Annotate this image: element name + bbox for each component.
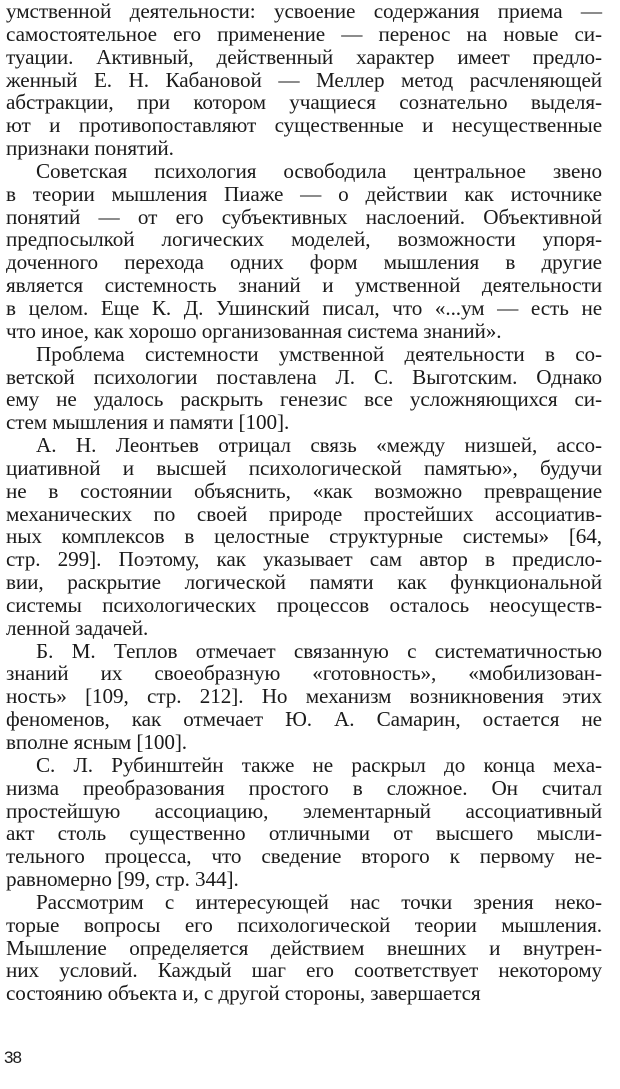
text-line: стр. 299]. Поэтому, как указывает сам автор в предисло-: [6, 547, 602, 572]
text-line: знаний их своеобразную «готовность», «мобилизован-: [6, 661, 602, 686]
text-line: низма преобразования простого в сложное. Он считал: [6, 775, 602, 800]
text-line: вии, раскрытие логической памяти как функциональной: [6, 570, 602, 595]
text-line: Советская психология освободила центральное звено: [36, 158, 602, 183]
text-line: равномерно [99, стр. 344].: [6, 867, 239, 892]
text-line: ных комплексов в целостные структурные системы» [64,: [6, 524, 602, 549]
text-line: самостоятельное его применение — перенос на новые си-: [6, 21, 602, 46]
text-line: системы психологических процессов осталось неосуществ-: [6, 592, 602, 617]
text-line: простейшую ассоциацию, элементарный ассоциативный: [6, 798, 602, 823]
text-line: в теории мышления Пиаже — о действии как источнике: [6, 181, 602, 206]
text-line: не в состоянии объяснить, «как возможно превращение: [6, 478, 602, 503]
text-line: акт столь существенно отличными от высшего мысли-: [6, 821, 602, 846]
text-line: тельного процесса, что сведение второго к первому не-: [6, 844, 602, 869]
text-line: ветской психологии поставлена Л. С. Выготским. Однако: [6, 364, 602, 389]
text-line: состоянию объекта и, с другой стороны, завершается: [6, 981, 481, 1006]
text-line: туации. Активный, действенный характер имеет предло-: [6, 44, 602, 69]
text-line: предпосылкой логических моделей, возможности упоря-: [6, 227, 602, 252]
text-line: механических по своей природе простейших ассоциатив-: [6, 501, 602, 526]
text-line: является системность знаний и умственной деятельности: [6, 273, 602, 298]
paragraph: [6, 0, 602, 160]
paragraph: [6, 640, 602, 754]
page-number: 38: [4, 1048, 21, 1067]
text-line: абстракции, при котором учащиеся сознательно выделя-: [6, 90, 602, 115]
text-line: в целом. Еще К. Д. Ушинский писал, что «...ум — есть не: [6, 295, 602, 320]
text-line: них условий. Каждый шаг его соответствует некоторому: [6, 958, 602, 983]
text-line: вполне ясным [100].: [6, 730, 187, 754]
text-line: ют и противопоставляют существенные и несущественные: [6, 113, 602, 138]
text-line: циативной и высшей психологической памятью», будучи: [6, 455, 602, 480]
text-line: что иное, как хорошо организованная система знаний».: [6, 318, 502, 343]
text-line: женный Е. Н. Кабановой — Меллер метод расчленяющей: [6, 67, 602, 92]
text-line: ленной задачей.: [6, 615, 149, 640]
paragraph: [6, 160, 602, 343]
text-line: ность» [109, стр. 212]. Но механизм возникновения этих: [6, 684, 602, 709]
text-line: ему не удалось раскрыть генезис все усложняющихся си-: [6, 387, 602, 412]
text-line: Б. М. Теплов отмечает связанную с систематичностью: [36, 638, 602, 663]
text-line: стем мышления и памяти [100].: [6, 410, 290, 435]
text-line: феноменов, как отмечает Ю. А. Самарин, остается не: [6, 707, 602, 732]
text-line: Рассмотрим с интересующей нас точки зрения неко-: [36, 889, 602, 914]
paragraph: [6, 891, 602, 1005]
text-line: умственной деятельности: усвоение содержания приема —: [6, 0, 602, 23]
text-line: Мышление определяется действием внешних и внутрен-: [6, 935, 602, 960]
page-text: [6, 0, 602, 1005]
text-line: Проблема системности умственной деятельности в со-: [36, 341, 602, 366]
text-line: С. Л. Рубинштейн также не раскрыл до конца меха-: [36, 752, 602, 777]
text-line: понятий — от его субъективных наслоений. Объективной: [6, 204, 602, 229]
paragraph: [6, 343, 602, 434]
text-line: торые вопросы его психологической теории мышления.: [6, 912, 602, 937]
text-line: доченного перехода одних форм мышления в другие: [6, 250, 602, 275]
paragraph: [6, 754, 602, 891]
text-line: признаки понятий.: [6, 136, 174, 161]
text-line: А. Н. Леонтьев отрицал связь «между низшей, ассо-: [36, 433, 602, 458]
paragraph: [6, 434, 602, 640]
